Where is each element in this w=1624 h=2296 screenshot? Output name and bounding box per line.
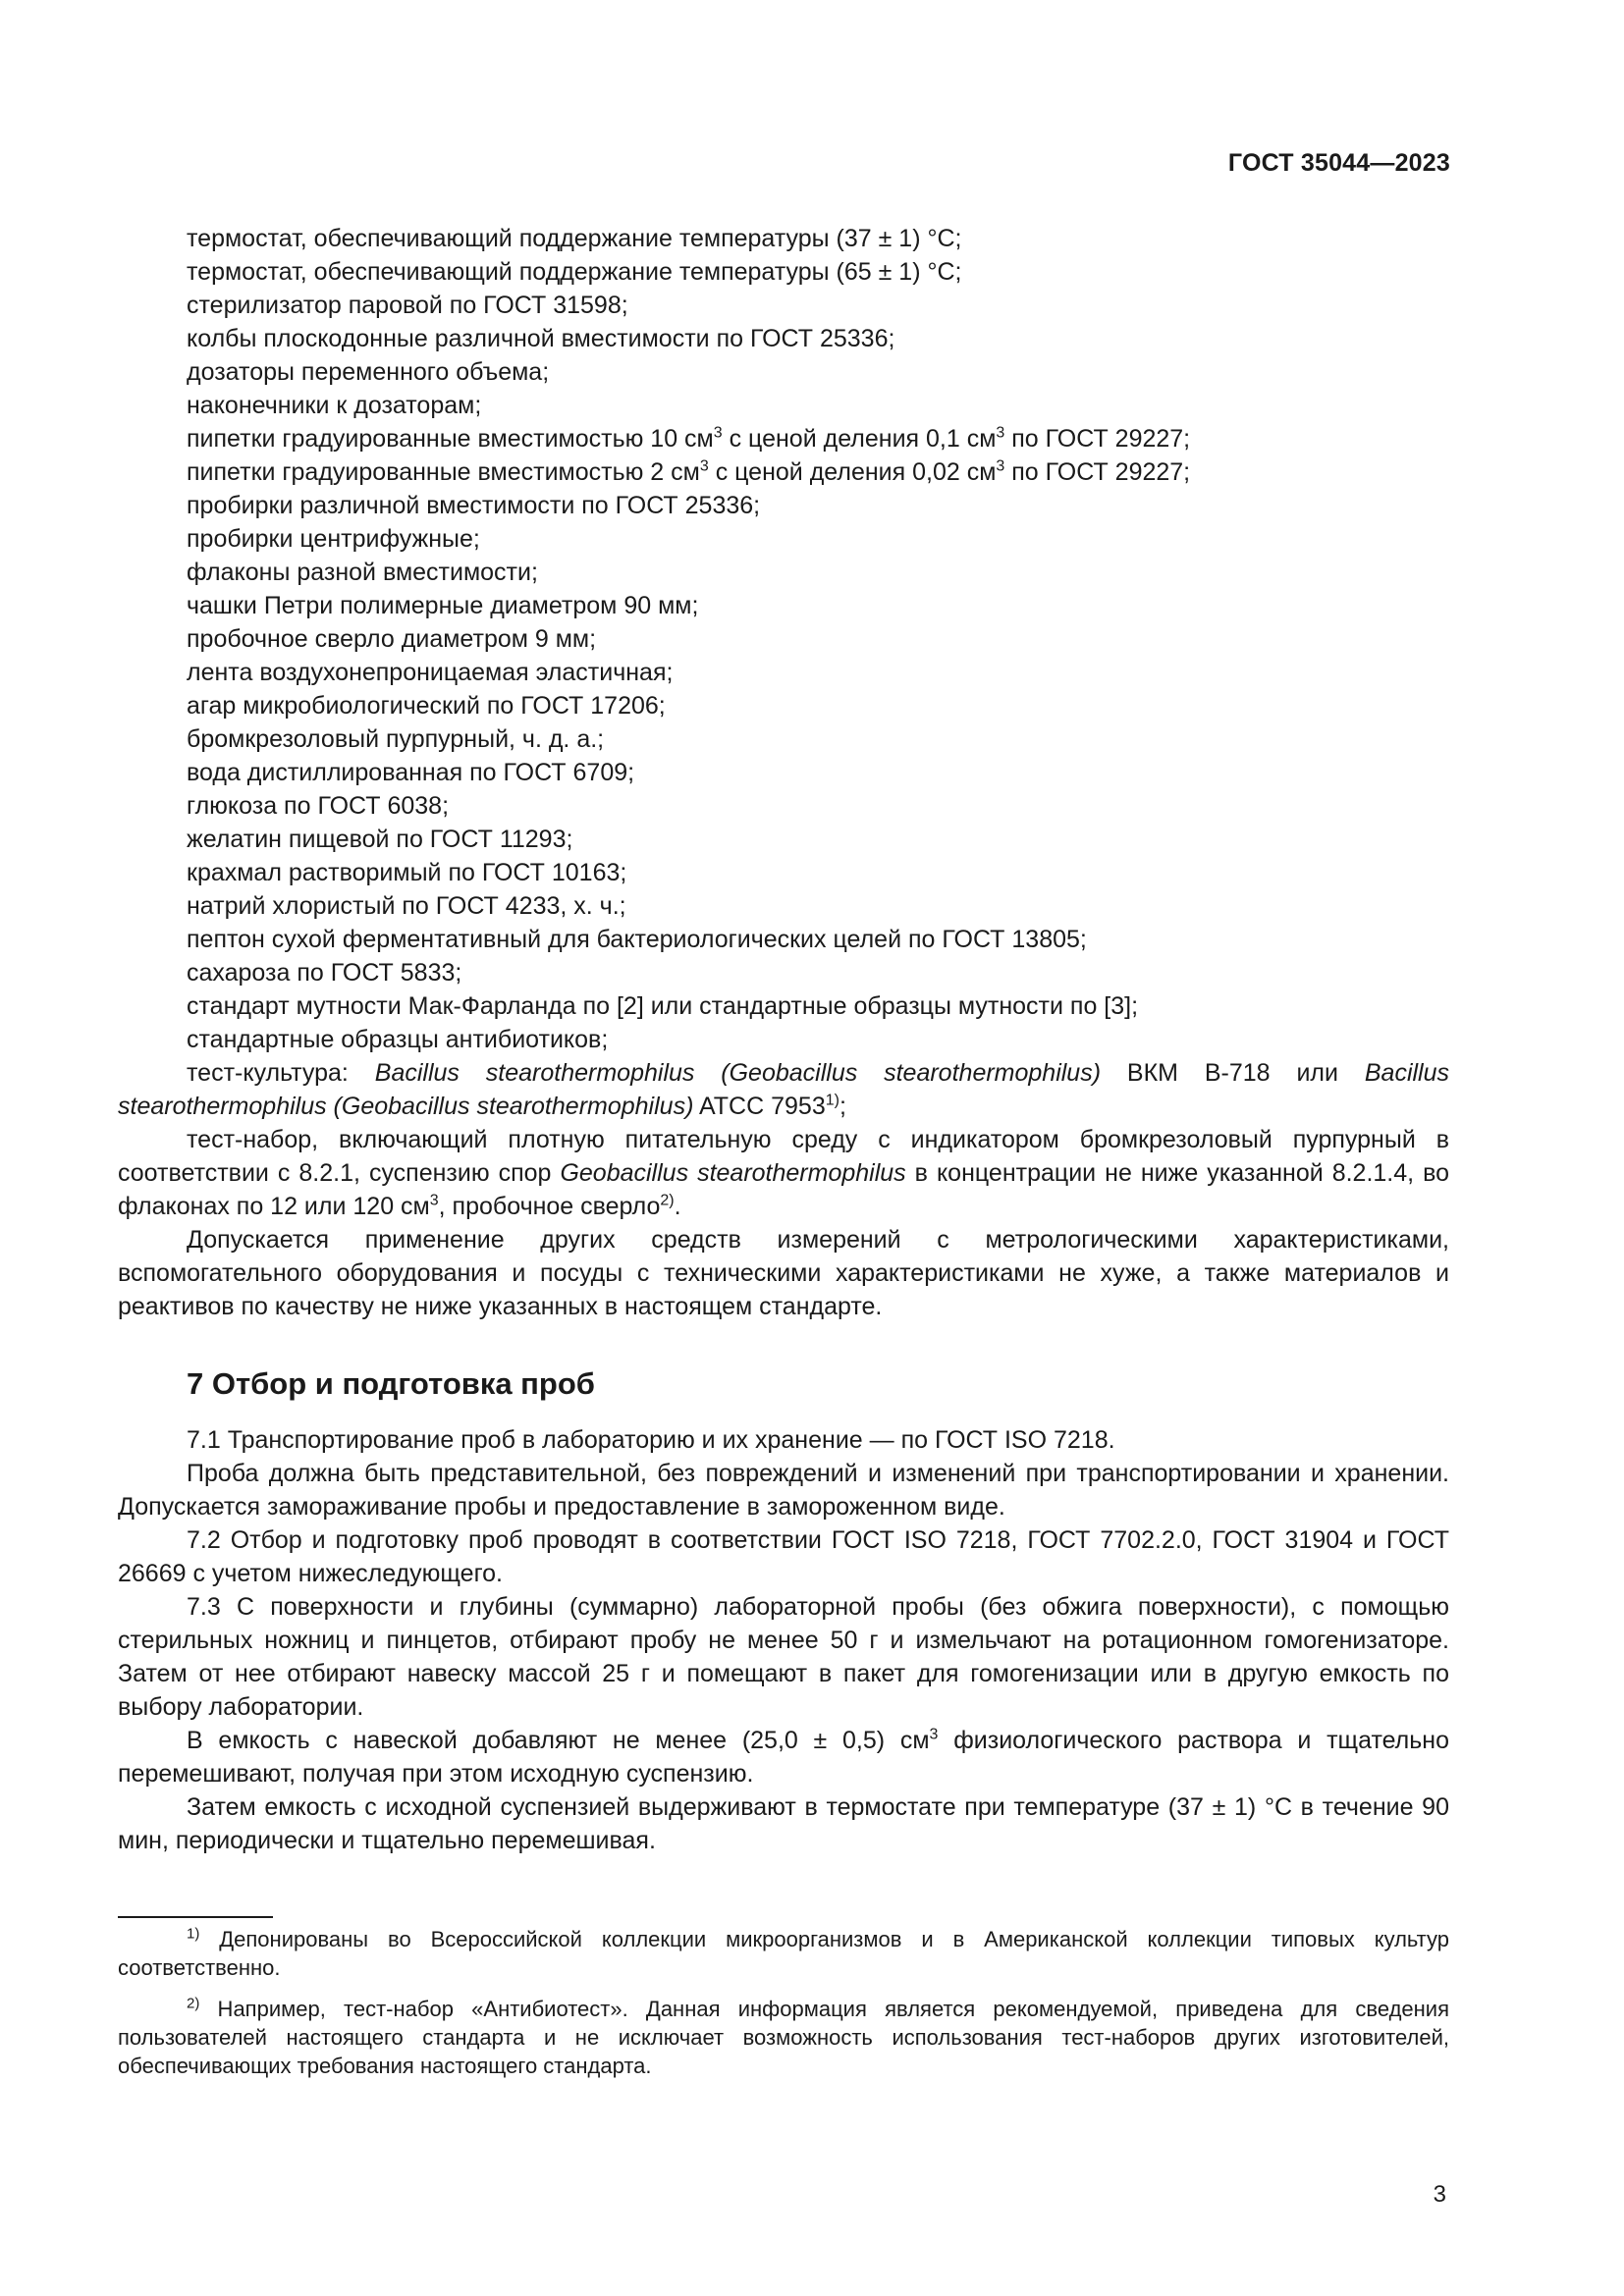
list-item-pipette-2: пипетки градуированные вместимостью 2 $см^3$ с ценой деления 0,02 $см^3$ по ГОСТ 29227; [187, 457, 1191, 486]
list-item-pipette-10: пипетки градуированные вместимостью 10 $см^3$ с ценой деления 0,1 $см^3$ по ГОСТ 29227; [187, 424, 1191, 453]
list-item: дозаторы переменного объема; [187, 358, 550, 386]
paragraph: В емкость с навеской добавляют не менее (25,0 ± 0,5) $см^3$ физиологического раствора и тщательно перемешивают, получая при этом исходную суспензию. [118, 1726, 1450, 1788]
list-item: вода дистиллированная по ГОСТ 6709; [187, 759, 635, 786]
list-item: стандарт мутности Мак-Фарланда по [2] или стандартные образцы мутности по [3]; [187, 992, 1139, 1020]
list-item: флаконы разной вместимости; [187, 559, 538, 586]
footnote-ref: 1) [825, 1092, 839, 1109]
test-kit-paragraph: тест-набор, включающий плотную питательную среду с индикатором бромкрезоловый пурпурный в соответствии с 8.2.1, суспензию спор Geobacillus stearothermophilus в концентрации не ниже указанной 8.2.1.4, во флаконах по 12 или 120 $см^3$, пробочное сверло$^{2)}$. [118, 1126, 1450, 1220]
list-item: лента воздухонепроницаемая эластичная; [187, 659, 674, 686]
paragraph: Затем емкость с исходной суспензией выдерживают в термостате при температуре (37 ± 1) °C в течение 90 мин, периодически и тщательно перемешивая. [118, 1793, 1449, 1854]
list-item: пробочное сверло диаметром 9 мм; [187, 625, 597, 653]
list-item: стерилизатор паровой по ГОСТ 31598; [187, 292, 628, 319]
footnote-ref: 2) [660, 1192, 675, 1209]
paragraph: Проба должна быть представительной, без повреждений и изменений при транспортировании и хранении. Допускается замораживание пробы и предоставление в замороженном виде. [118, 1460, 1449, 1521]
list-item: бромкрезоловый пурпурный, ч. д. а.; [187, 725, 605, 753]
test-culture-paragraph: тест-культура: Bacillus stearothermophilus (Geobacillus stearothermophilus) ВКМ В-718 или Bacillus stearothermophilus (Geobacillus stearothermophilus) ATCC 7953$^{1)}$; [118, 1059, 1450, 1120]
clause-7-2: 7.2 Отбор и подготовку проб проводят в соответствии ГОСТ ISO 7218, ГОСТ 7702.2.0, ГОСТ 31904 и ГОСТ 26669 с учетом нижеследующего. [118, 1526, 1449, 1587]
list-item: агар микробиологический по ГОСТ 17206; [187, 692, 666, 720]
list-item: желатин пищевой по ГОСТ 11293; [187, 826, 573, 853]
list-item: колбы плоскодонные различной вместимости по ГОСТ 25336; [187, 325, 895, 352]
footnote: $^{2)}$ Например, тест-набор «Антибиотест». Данная информация является рекомендуемой, приведена для сведения пользователей настоящего стандарта и не исключает возможность использования тест-наборов других изготовителей, обеспечивающих требования настоящего стандарта. [118, 1995, 1449, 2078]
document-body [118, 222, 1449, 1857]
list-item: термостат, обеспечивающий поддержание температуры (65 ± 1) °C; [187, 258, 962, 286]
list-item: глюкоза по ГОСТ 6038; [187, 792, 450, 820]
list-item: чашки Петри полимерные диаметром 90 мм; [187, 592, 699, 619]
clause-7-3: 7.3 С поверхности и глубины (суммарно) лабораторной пробы (без обжига поверхности), с помощью стерильных ножниц и пинцетов, отбирают пробу не менее 50 г и измельчают на ротационном гомогенизаторе. Затем от нее отбирают навеску массой 25 г и помещают в пакет для гомогенизации или в другую емкость по выбору лаборатории. [118, 1593, 1449, 1721]
list-item: наконечники к дозаторам; [187, 392, 482, 419]
allowance-paragraph: Допускается применение других средств измерений с метрологическими характеристиками, вспомогательного оборудования и посуды с техническими характеристиками не хуже, а также материалов и реактивов по качеству не ниже указанных в настоящем стандарте. [118, 1226, 1449, 1320]
footnote-separator [118, 1916, 273, 1918]
list-item: пептон сухой ферментативный для бактериологических целей по ГОСТ 13805; [187, 926, 1087, 953]
document-header: ГОСТ 35044—2023 [1227, 149, 1450, 177]
list-item: крахмал растворимый по ГОСТ 10163; [187, 859, 627, 886]
list-item: пробирки различной вместимости по ГОСТ 25336; [187, 492, 761, 519]
footnotes [118, 1925, 1449, 2093]
list-item: сахароза по ГОСТ 5833; [187, 959, 462, 987]
list-item: натрий хлористый по ГОСТ 4233, х. ч.; [187, 892, 626, 920]
clause-7-1: 7.1 Транспортирование проб в лабораторию и их хранение — по ГОСТ ISO 7218. [187, 1426, 1115, 1454]
list-item: пробирки центрифужные; [187, 525, 480, 553]
footnote: $^{1)}$ Депонированы во Всероссийской коллекции микроорганизмов и в Американской коллекции типовых культур соответственно. [118, 1925, 1449, 1980]
page-number: 3 [1433, 2181, 1446, 2208]
section-title: 7 Отбор и подготовка проб [187, 1366, 595, 1401]
list-item: термостат, обеспечивающий поддержание температуры (37 ± 1) °C; [187, 225, 962, 252]
list-item: стандартные образцы антибиотиков; [187, 1026, 609, 1053]
